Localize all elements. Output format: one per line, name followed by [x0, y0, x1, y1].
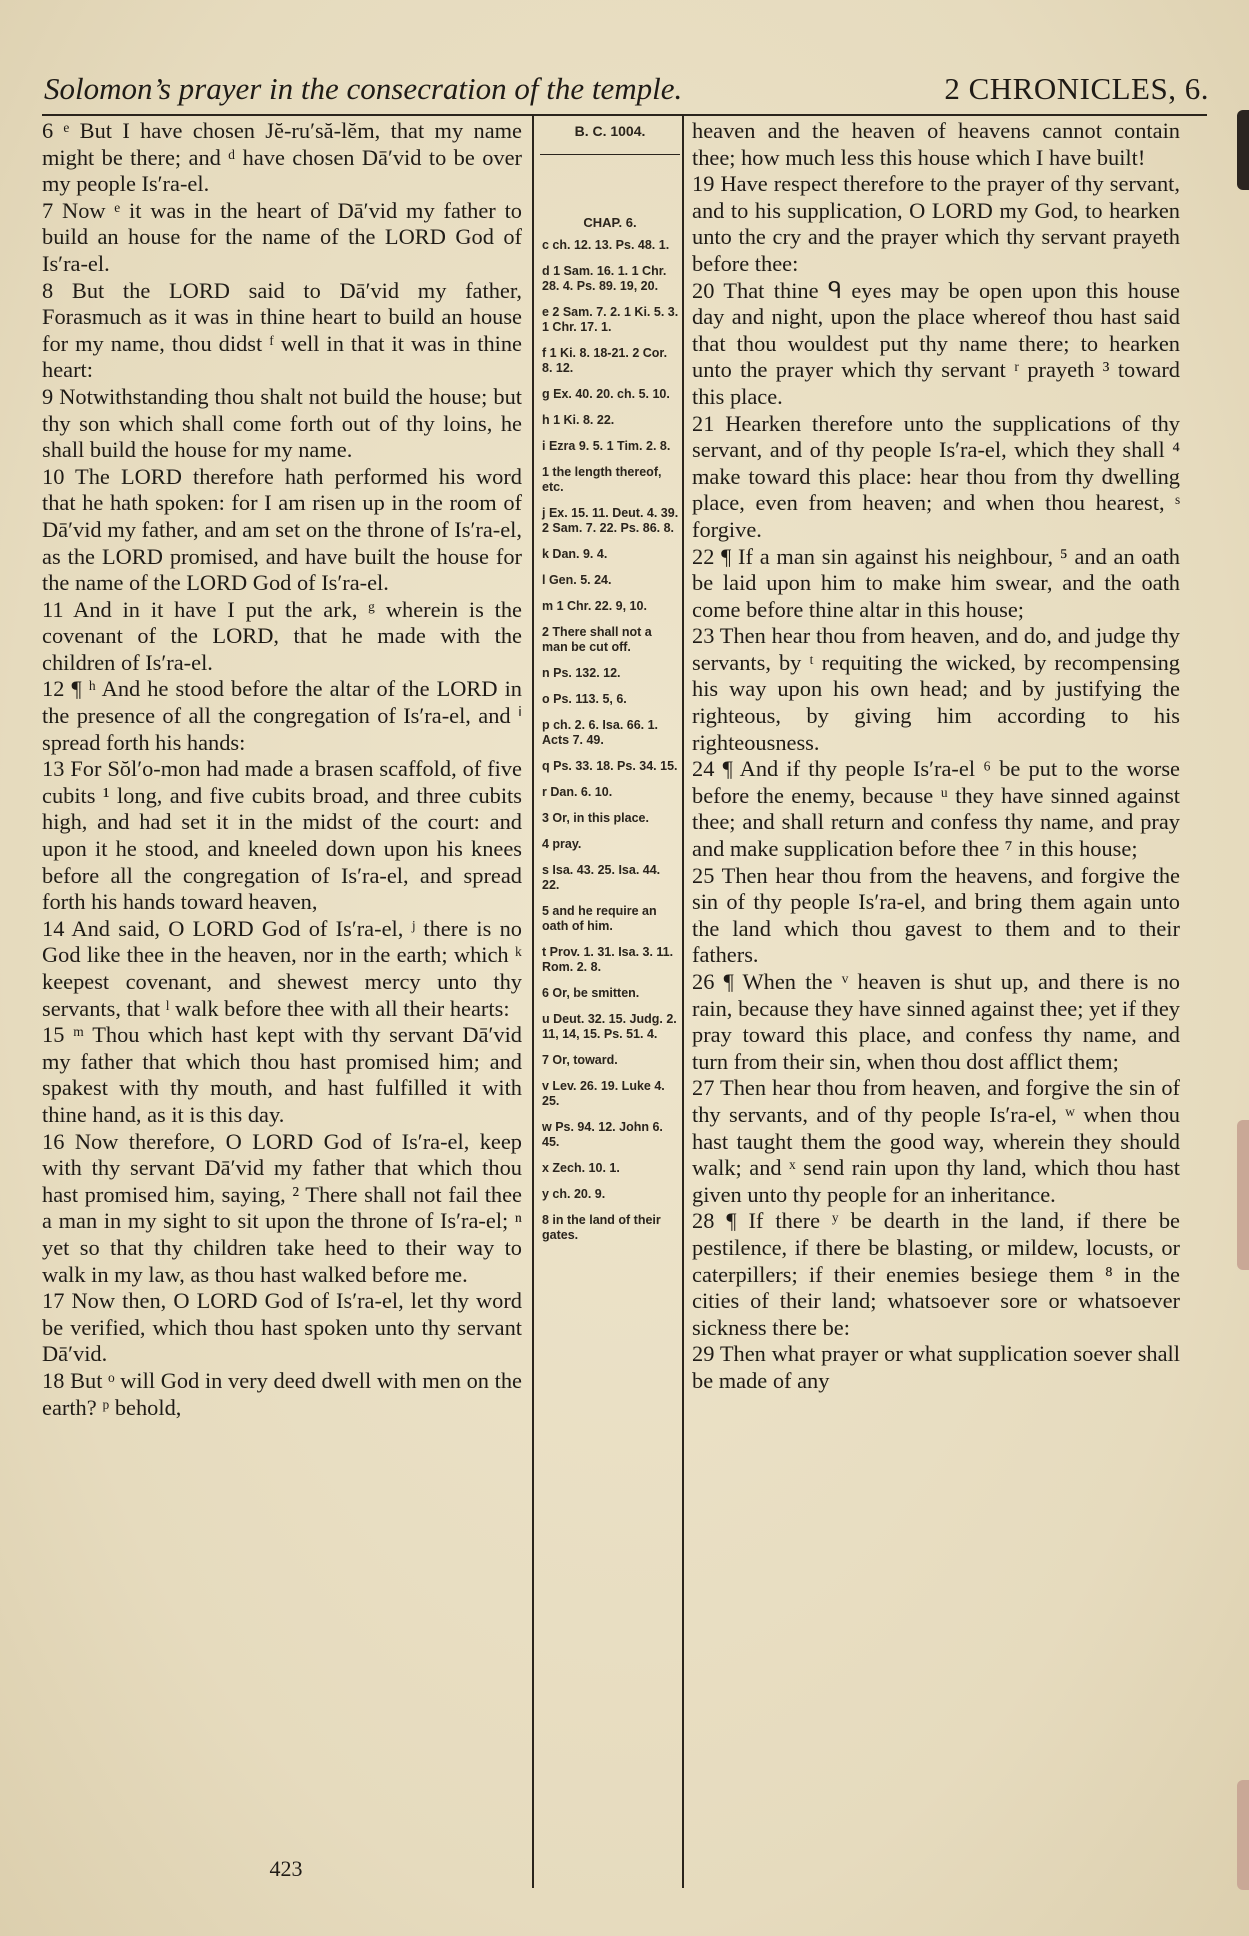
cross-reference: 6 Or, be smitten.	[542, 986, 640, 1000]
cross-reference: v Lev. 26. 19. Luke 4. 25.	[542, 1079, 665, 1108]
page-number: 423	[269, 1856, 303, 1881]
verse-paragraph: 24 ¶ And if thy people Is′ra-el ⁶ be put to the worse before the enemy, because ᵘ they have sinned against thee; and shall return and confess thy name, and pray and make supplication before thee ⁷ in this house;	[692, 756, 1180, 862]
cross-reference: r Dan. 6. 10.	[542, 785, 613, 799]
left-text-column	[42, 118, 522, 1421]
verse-paragraph: 26 ¶ When the ᵛ heaven is shut up, and there is no rain, because they have sinned against thee; yet if they pray toward this place, and confess thy name, and turn from their sin, when thou dost afflict them;	[692, 969, 1180, 1074]
cross-reference: w Ps. 94. 12. John 6. 45.	[542, 1120, 663, 1149]
cross-reference: 8 in the land of their gates.	[542, 1213, 661, 1242]
thumb-index-tab	[1237, 110, 1249, 190]
cross-reference: t Prov. 1. 31. Isa. 3. 11. Rom. 2. 8.	[542, 945, 674, 974]
verse-paragraph: 13 For Sŏl′o-mon had made a brasen scaffold, of five cubits ¹ long, and five cubits broad, and three cubits high, and had set it in the midst of the court: and upon it he stood, and kneeled down upon his knees before all the congregation of Is′ra-el, and spread forth his hands toward heaven,	[42, 756, 522, 915]
cross-reference: 3 Or, in this place.	[542, 811, 649, 825]
verse-paragraph: 27 Then hear thou from heaven, and forgive the sin of thy servants, and of thy people Is′ra-el, ʷ when thou hast taught them the good way, wherein they should walk; and ˣ send rain upon thy land, which thou hast given unto thy people for an inheritance.	[692, 1075, 1180, 1207]
cross-reference: h 1 Ki. 8. 22.	[542, 413, 615, 427]
verse-paragraph: 29 Then what prayer or what supplication soever shall be made of any	[692, 1341, 1180, 1393]
cross-reference: 4 pray.	[542, 837, 582, 851]
cross-reference: k Dan. 9. 4.	[542, 547, 608, 561]
verse-paragraph: 8 But the LORD said to Dā′vid my father, Forasmuch as it was in thine heart to build an house for my name, thou didst ᶠ well in that it was in thine heart:	[42, 277, 522, 383]
header-title: Solomon’s prayer in the consecration of the temple.	[44, 71, 683, 106]
verse-paragraph: 7 Now ᵉ it was in the heart of Dā′vid my father to build an house for the name of the LORD God of Is′ra-el.	[42, 197, 522, 276]
verse-paragraph: 16 Now therefore, O LORD God of Is′ra-el, keep with thy servant Dā′vid my father that which thou hast promised him, saying, ² There shall not fail thee a man in my sight to sit upon the throne of Is′ra-el; ⁿ yet so that thy children take heed to their way to walk in my law, as thou hast walked before me.	[42, 1128, 522, 1287]
cross-reference: j Ex. 15. 11. Deut. 4. 39. 2 Sam. 7. 22. Ps. 86. 8.	[542, 506, 679, 535]
right-text-column	[692, 118, 1180, 1395]
verse-paragraph: 22 ¶ If a man sin against his neighbour, ⁵ and an oath be laid upon him to make him swear, and the oath come before thine altar in this house;	[692, 543, 1180, 622]
cross-reference: 5 and he require an oath of him.	[542, 904, 657, 933]
verse-paragraph: 28 ¶ If there ʸ be dearth in the land, if there be pestilence, if there be blasting, or mildew, locusts, or caterpillers; if their enemies besiege them ⁸ in the cities of their land; whatsoever sore or whatsoever sickness there be:	[692, 1208, 1180, 1340]
verse-paragraph: 19 Have respect therefore to the prayer of thy servant, and to his supplication, O LORD my God, to hearken unto the cry and the prayer which thy servant prayeth before thee:	[692, 171, 1180, 276]
cross-reference: 7 Or, toward.	[542, 1053, 618, 1067]
verse-paragraph: 17 Now then, O LORD God of Is′ra-el, let thy word be verified, which thou hast spoken unto thy servant Dā′vid.	[42, 1288, 522, 1367]
cross-reference: i Ezra 9. 5. 1 Tim. 2. 8.	[542, 439, 671, 453]
cross-reference: n Ps. 132. 12.	[542, 666, 621, 680]
thumb-index-tab	[1237, 1780, 1249, 1890]
cross-reference: 1 the length thereof, etc.	[542, 465, 662, 494]
verse-paragraph: 11 And in it have I put the ark, ᵍ wherein is the covenant of the LORD, that he made with the children of Is′ra-el.	[42, 596, 522, 675]
verse-paragraph: 15 ᵐ Thou which hast kept with thy servant Dā′vid my father that which thou hast promised him; and spakest with thy mouth, and hast fulfilled it with thine hand, as it is this day.	[42, 1022, 522, 1127]
header-book-chapter: 2 CHRONICLES, 6.	[944, 71, 1209, 106]
chapter-label: CHAP. 6.	[583, 215, 637, 230]
cross-reference: u Deut. 32. 15. Judg. 2. 11, 14, 15. Ps. 51. 4.	[542, 1012, 677, 1041]
cross-reference: q Ps. 33. 18. Ps. 34. 15.	[542, 759, 678, 773]
verse-paragraph: 6 ᵉ But I have chosen Jĕ-ru′să-lĕm, that my name might be there; and ᵈ have chosen Dā′vid to be over my people Is′ra-el.	[42, 118, 522, 197]
cross-reference: m 1 Chr. 22. 9, 10.	[542, 599, 647, 613]
cross-reference: s Isa. 43. 25. Isa. 44. 22.	[542, 863, 661, 892]
header-rule	[42, 114, 1207, 116]
verse-paragraph: 12 ¶ ʰ And he stood before the altar of the LORD in the presence of all the congregation of Is′ra-el, and ⁱ spread forth his hands:	[42, 676, 522, 755]
cross-reference: l Gen. 5. 24.	[542, 573, 612, 587]
column-divider-left	[532, 116, 534, 1888]
verse-paragraph: 21 Hearken therefore unto the supplications of thy servant, and of thy people Is′ra-el, which they shall ⁴ make toward this place: hear thou from thy dwelling place, even from heaven; and when thou hearest, ˢ forgive.	[692, 410, 1180, 542]
verse-paragraph: 20 That thine ᑫ eyes may be open upon this house day and night, upon the place whereof thou hast said that thou wouldest put thy name there; to hearken unto the prayer which thy servant ʳ prayeth ³ toward this place.	[692, 277, 1180, 409]
verse-paragraph: 18 But ᵒ will God in very deed dwell with men on the earth? ᵖ behold,	[42, 1367, 522, 1420]
center-reference-column	[540, 118, 680, 1254]
verse-paragraph: 23 Then hear thou from heaven, and do, and judge thy servants, by ᵗ requiting the wicked, by recompensing his way upon his own head; and by justifying the righteous, by giving him according to his righteousness.	[692, 623, 1180, 755]
verse-paragraph: 25 Then hear thou from the heavens, and forgive the sin of thy people Is′ra-el, and bring them again unto the land which thou gavest to them and to their fathers.	[692, 862, 1180, 968]
verse-paragraph: 14 And said, O LORD God of Is′ra-el, ʲ there is no God like thee in the heaven, nor in the earth; which ᵏ keepest covenant, and shewest mercy unto thy servants, that ˡ walk before thee with all their hearts:	[42, 915, 522, 1021]
thumb-index-tab	[1237, 1120, 1249, 1270]
cross-reference: x Zech. 10. 1.	[542, 1161, 620, 1175]
cross-reference: f 1 Ki. 8. 18-21. 2 Cor. 8. 12.	[542, 346, 668, 375]
column-divider-right	[682, 116, 684, 1888]
cross-reference: d 1 Sam. 16. 1. 1 Chr. 28. 4. Ps. 89. 19, 20.	[542, 264, 667, 293]
verse-paragraph: 10 The LORD therefore hath performed his word that he hath spoken: for I am risen up in the room of Dā′vid my father, and am set on the throne of Is′ra-el, as the LORD promised, and have built the house for the name of the LORD God of Is′ra-el.	[42, 463, 522, 596]
cross-reference: o Ps. 113. 5, 6.	[542, 692, 627, 706]
verse-paragraph: 9 Notwithstanding thou shalt not build the house; but thy son which shall come forth out of thy loins, he shall build the house for my name.	[42, 383, 522, 463]
cross-reference: g Ex. 40. 20. ch. 5. 10.	[542, 387, 670, 401]
cross-reference: e 2 Sam. 7. 2. 1 Ki. 5. 3. 1 Chr. 17. 1.	[542, 305, 679, 334]
cross-reference: y ch. 20. 9.	[542, 1187, 606, 1201]
cross-reference: p ch. 2. 6. Isa. 66. 1. Acts 7. 49.	[542, 718, 659, 747]
running-header	[44, 66, 1209, 112]
year-label: B. C. 1004.	[574, 123, 646, 139]
cross-reference: c ch. 12. 13. Ps. 48. 1.	[542, 238, 670, 252]
cross-reference: 2 There shall not a man be cut off.	[542, 625, 652, 654]
verse-paragraph: heaven and the heaven of heavens cannot contain thee; how much less this house which I have built!	[692, 118, 1180, 170]
cross-reference-list	[540, 238, 680, 1243]
year-rule	[540, 154, 680, 155]
